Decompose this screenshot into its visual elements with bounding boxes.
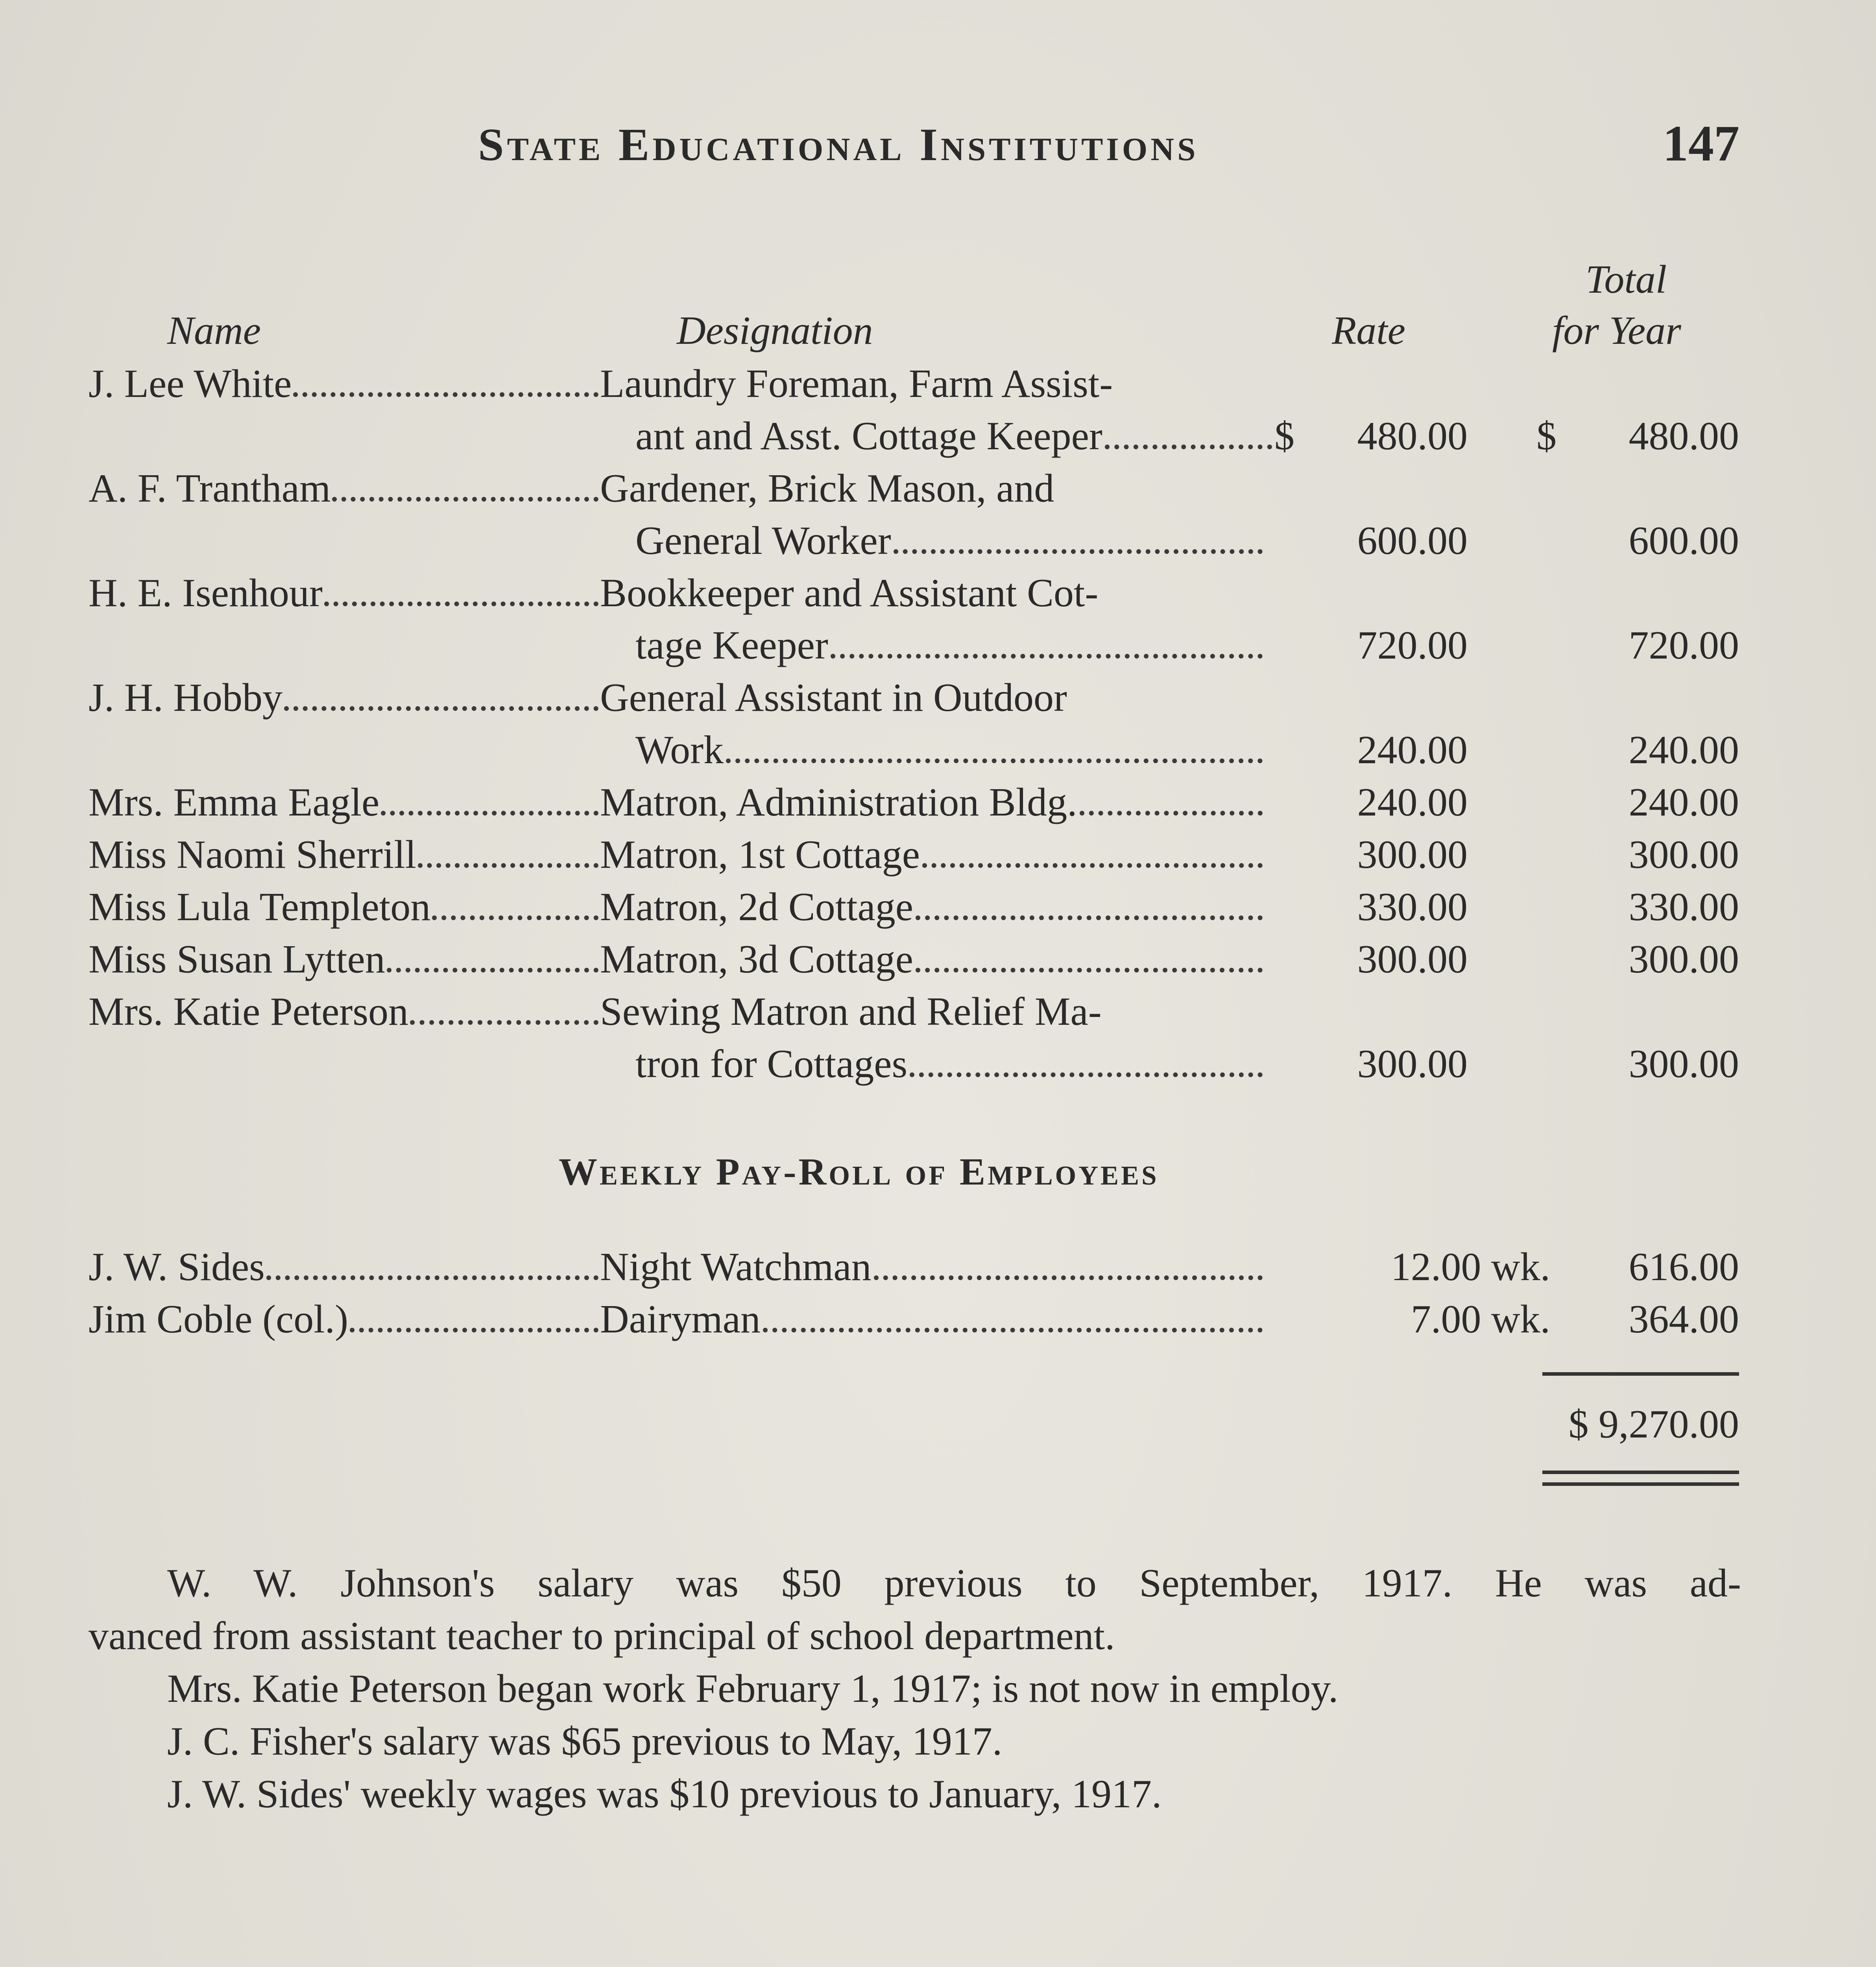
- table-row-designation-cont: tron for Cottages: [635, 1044, 1265, 1084]
- table-row-designation: Matron, Administration Bldg.: [600, 782, 1265, 823]
- table-row-total: 300.00: [1629, 937, 1739, 982]
- table-row-designation: Matron, 2d Cottage: [600, 887, 1265, 927]
- table-row-designation: Matron, 3d Cottage: [600, 939, 1265, 980]
- dot-leader: [763, 1328, 1263, 1332]
- table-row-designation: Bookkeeper and Assistant Cot-: [600, 571, 1099, 615]
- dot-leader: [293, 392, 598, 397]
- table-row-rate: 300.00: [1357, 937, 1468, 982]
- table-row-name: J. H. Hobby: [89, 678, 600, 718]
- grand-total: $ 9,270.00: [1568, 1402, 1739, 1447]
- weekly-row-name: Jim Coble (col.): [89, 1299, 600, 1340]
- table-row-rate: 480.00: [1357, 414, 1468, 458]
- table-row-rate: 330.00: [1357, 885, 1468, 929]
- table-row-rate: 300.00: [1357, 1042, 1468, 1086]
- table-row-designation: Gardener, Brick Mason, and: [600, 466, 1054, 511]
- weekly-row-name: J. W. Sides: [89, 1247, 600, 1287]
- weekly-row-rate: 12.00 wk.: [1390, 1245, 1550, 1289]
- dot-leader: [726, 758, 1263, 763]
- dot-leader: [381, 811, 598, 816]
- note-line: J. C. Fisher's salary was $65 previous to May, 1917.: [167, 1719, 1003, 1764]
- table-row-designation-cont: Work: [635, 730, 1265, 770]
- table-row-total: 600.00: [1629, 519, 1739, 563]
- table-row-name: A. F. Trantham: [89, 469, 600, 509]
- sum-rule: [1542, 1372, 1739, 1376]
- note-line: vanced from assistant teacher to principal of school department.: [89, 1614, 1115, 1658]
- table-row-name: J. Lee White: [89, 364, 600, 404]
- note-line: J. W. Sides' weekly wages was $10 previous to January, 1917.: [167, 1772, 1162, 1816]
- table-row-total: 240.00: [1629, 780, 1739, 825]
- table-row-total: 330.00: [1629, 885, 1739, 929]
- dot-leader: [1080, 811, 1263, 816]
- double-rule-top: [1542, 1471, 1739, 1474]
- table-row-rate: 600.00: [1357, 519, 1468, 563]
- dot-leader: [350, 1328, 598, 1332]
- page-number: 147: [1663, 115, 1739, 172]
- dot-leader: [831, 654, 1263, 659]
- double-rule-bottom: [1542, 1482, 1739, 1486]
- table-row-designation: General Assistant in Outdoor: [600, 675, 1067, 720]
- dot-leader: [266, 1275, 598, 1280]
- table-row-designation-cont: General Worker: [635, 521, 1265, 561]
- dot-leader: [387, 968, 598, 972]
- table-row-total: 300.00: [1629, 1042, 1739, 1086]
- dot-leader: [922, 863, 1263, 868]
- table-row-total: 720.00: [1629, 623, 1739, 668]
- dot-leader: [410, 1020, 598, 1025]
- table-row-designation: Sewing Matron and Relief Ma-: [600, 989, 1102, 1034]
- table-row-total: 300.00: [1629, 832, 1739, 877]
- table-row-name: Miss Susan Lytten: [89, 939, 600, 980]
- table-row-designation-cont: ant and Asst. Cottage Keeper $: [635, 414, 1294, 458]
- dot-leader: [894, 549, 1263, 554]
- note-line: W. W. Johnson's salary was $50 previous to September, 1917. He was ad-: [167, 1561, 1741, 1605]
- table-row-designation-cont: tage Keeper: [635, 626, 1265, 666]
- column-header-designation: Designation: [677, 308, 873, 353]
- table-row-rate: 300.00: [1357, 832, 1468, 877]
- note-line: Mrs. Katie Peterson began work February 1, 1917; is not now in employ.: [167, 1666, 1339, 1711]
- dot-leader: [418, 863, 598, 868]
- dot-leader: [874, 1275, 1263, 1280]
- dot-leader: [332, 497, 598, 502]
- weekly-row-rate: 7.00 wk.: [1411, 1297, 1550, 1341]
- dot-leader: [284, 706, 598, 711]
- dot-leader: [916, 968, 1263, 972]
- table-row-name: Miss Naomi Sherrill: [89, 835, 600, 875]
- table-row-total: 480.00: [1629, 414, 1739, 458]
- dot-leader: [324, 602, 598, 606]
- table-row-name: Miss Lula Templeton: [89, 887, 600, 927]
- table-row-rate: 240.00: [1357, 728, 1468, 772]
- column-header-total-line1: Total: [1586, 257, 1667, 302]
- weekly-row-designation: Dairyman: [600, 1299, 1265, 1340]
- column-header-rate: Rate: [1332, 308, 1405, 353]
- dot-leader: [910, 1072, 1263, 1077]
- table-row-total: 240.00: [1629, 728, 1739, 772]
- dot-leader: [1105, 445, 1272, 449]
- column-header-total-line2: for Year: [1552, 308, 1681, 353]
- dot-leader: [432, 915, 598, 920]
- table-row-name: Mrs. Katie Peterson: [89, 992, 600, 1032]
- table-row-name: H. E. Isenhour: [89, 573, 600, 613]
- weekly-row-total: 364.00: [1629, 1297, 1739, 1341]
- weekly-row-total: 616.00: [1629, 1245, 1739, 1289]
- table-row-name: Mrs. Emma Eagle: [89, 782, 600, 823]
- column-header-name: Name: [167, 308, 261, 353]
- running-header: State Educational Institutions: [478, 119, 1199, 170]
- table-row-rate: 720.00: [1357, 623, 1468, 668]
- dot-leader: [916, 915, 1263, 920]
- table-row-rate: 240.00: [1357, 780, 1468, 825]
- weekly-payroll-heading: Weekly Pay-Roll of Employees: [559, 1151, 1159, 1193]
- dollar-sign: $: [1536, 414, 1557, 458]
- table-row-designation: Laundry Foreman, Farm Assist-: [600, 362, 1113, 406]
- table-row-designation: Matron, 1st Cottage: [600, 835, 1265, 875]
- weekly-row-designation: Night Watchman: [600, 1247, 1265, 1287]
